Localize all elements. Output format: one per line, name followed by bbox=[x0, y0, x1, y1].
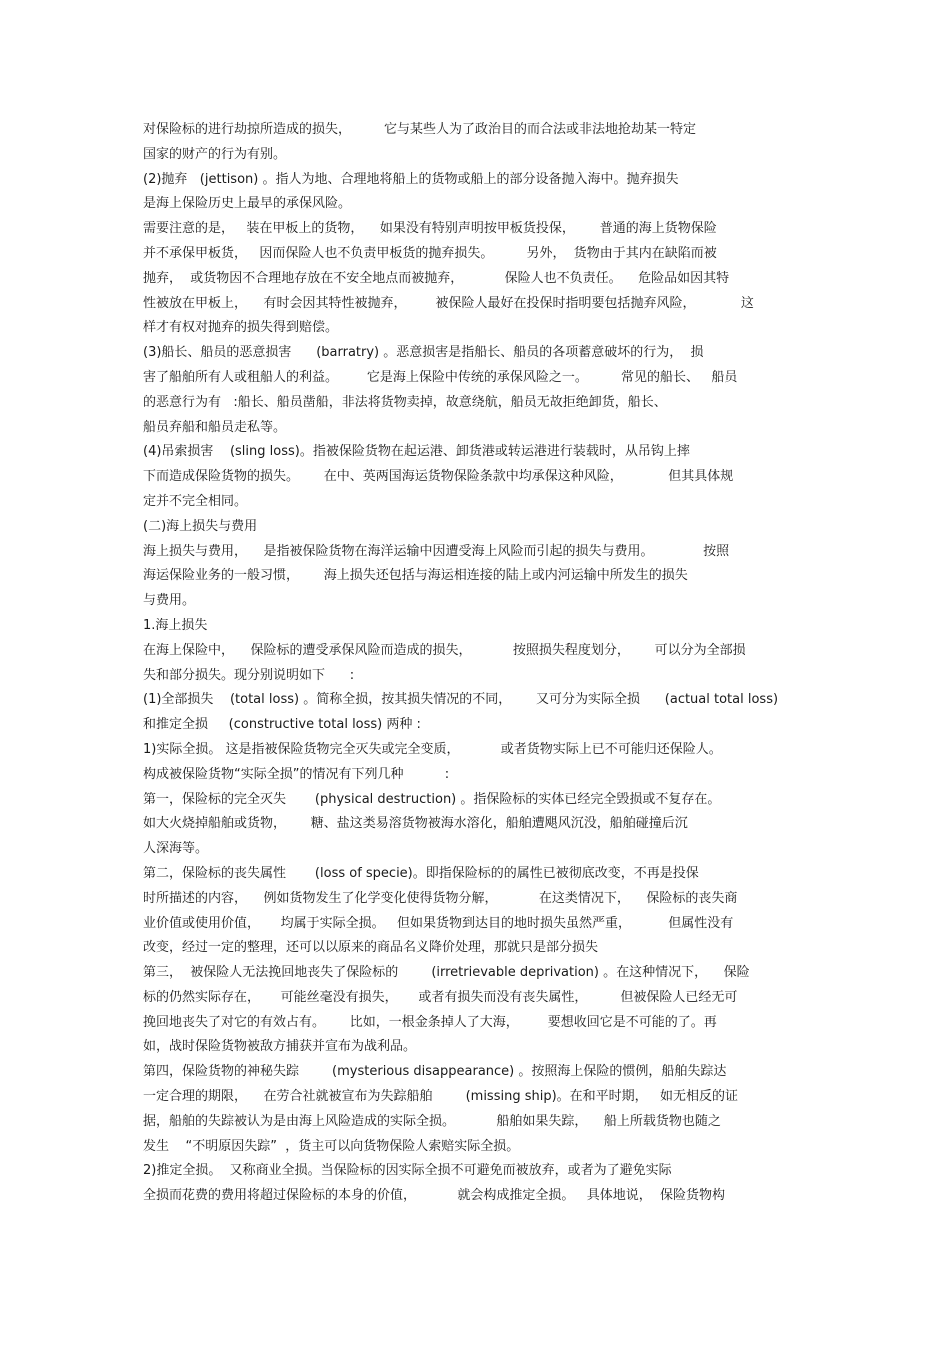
text-line: 发生 “不明原因失踪” ，货主可以向货物保险人索赔实际全损。 bbox=[143, 1138, 520, 1154]
section-heading: (二)海上损失与费用 bbox=[143, 518, 258, 534]
text-line: 害了船舶所有人或租船人的利益。 它是海上保险中传统的承保风险之一。 常见的船长、 船员 bbox=[143, 369, 738, 385]
text-line: (2)抛弃 (jettison) 。指人为地、合理地将船上的货物或船上的部分设备抛入海中。抛弃损失 bbox=[143, 171, 679, 187]
text-line: 失和部分损失。现分别说明如下 : bbox=[143, 667, 355, 683]
text-line: 构成被保险货物“实际全损”的情况有下列几种 : bbox=[143, 766, 450, 782]
text-line: 标的仍然实际存在， 可能丝毫没有损失， 或者有损失而没有丧失属性， 但被保险人已经无可 bbox=[143, 989, 738, 1005]
text-line: 船员弃船和船员走私等。 bbox=[143, 419, 287, 435]
text-line: 人深海等。 bbox=[143, 841, 209, 857]
text-line: 样才有权对抛弃的损失得到赔偿。 bbox=[143, 320, 339, 336]
text-line: 对保险标的进行劫掠所造成的损失， 它与某些人为了政治目的而合法或非法地抢劫某一特定 bbox=[143, 122, 697, 137]
text-line: 抛弃， 或货物因不合理地存放在不安全地点而被抛弃， 保险人也不负责任。 危险品如因其特 bbox=[143, 270, 730, 286]
subsection-heading: 1.海上损失 bbox=[143, 617, 208, 633]
text-line: (1)全部损失 (total loss) 。简称全损，按其损失情况的不同， 又可分为实际全损 (actual total loss) bbox=[143, 692, 779, 708]
document-body bbox=[143, 118, 813, 1209]
text-line: 如，战时保险货物被敌方捕获并宣布为战利品。 bbox=[143, 1039, 417, 1055]
text-line: 一定合理的期限， 在劳合社就被宣布为失踪船舶 (missing ship)。在和平时期， 如无相反的证 bbox=[143, 1089, 739, 1105]
text-line: 据，船舶的失踪被认为是由海上风险造成的实际全损。 船舶如果失踪， 船上所载货物也随之 bbox=[143, 1113, 721, 1129]
text-line: 1)实际全损。 这是指被保险货物完全灭失或完全变质， 或者货物实际上已不可能归还保险人。 bbox=[143, 741, 722, 757]
text-line: 时所描述的内容， 例如货物发生了化学变化使得货物分解， 在这类情况下， 保险标的丧失商 bbox=[143, 890, 738, 906]
text-line: 需要注意的是， 装在甲板上的货物， 如果没有特别声明按甲板货投保， 普通的海上货物保险 bbox=[143, 221, 717, 237]
text-line: 第三， 被保险人无法挽回地丧失了保险标的 (irretrievable deprivation) 。在这种情况下， 保险 bbox=[143, 965, 750, 981]
text-line: 并不承保甲板货， 因而保险人也不负责甲板货的抛弃损失。 另外， 货物由于其内在缺陷而被 bbox=[143, 245, 717, 261]
text-line: 2)推定全损。 又称商业全损。当保险标的因实际全损不可避免而被放弃，或者为了避免实际 bbox=[143, 1163, 672, 1179]
text-line: 海上损失与费用， 是指被保险货物在海洋运输中因遭受海上风险而引起的损失与费用。 按照 bbox=[143, 543, 730, 559]
text-line: (3)船长、船员的恶意损害 (barratry) 。恶意损害是指船长、船员的各项蓄意破坏的行为， 损 bbox=[143, 345, 704, 361]
text-line: 的恶意行为有 :船长、船员凿船，非法将货物卖掉，故意绕航，船员无故拒绝卸货，船长、 bbox=[143, 394, 667, 410]
text-line: 定并不完全相同。 bbox=[143, 493, 248, 509]
text-line: 国家的财产的行为有别。 bbox=[143, 146, 287, 162]
text-line: 业价值或使用价值， 均属于实际全损。 但如果货物到达目的地时损失虽然严重， 但属性没有 bbox=[143, 915, 734, 931]
text-line: 下而造成保险货物的损失。 在中、英两国海运货物保险条款中均承保这种风险， 但其具体规 bbox=[143, 469, 734, 485]
text-line: 挽回地丧失了对它的有效占有。 比如，一根金条掉人了大海， 要想收回它是不可能的了。再 bbox=[143, 1014, 717, 1030]
text-line: 是海上保险历史上最早的承保风险。 bbox=[143, 196, 352, 212]
text-line: 与费用。 bbox=[143, 593, 196, 609]
text-line: 如大火烧掉船舶或货物， 糖、盐这类易溶货物被海水溶化，船舶遭飓风沉没，船舶碰撞后沉 bbox=[143, 816, 688, 832]
text-line: 海运保险业务的一般习惯， 海上损失还包括与海运相连接的陆上或内河运输中所发生的损失 bbox=[143, 568, 688, 584]
text-line: 和推定全损 (constructive total loss) 两种 : bbox=[143, 717, 421, 733]
text-line: 在海上保险中， 保险标的遭受承保风险而造成的损失， 按照损失程度划分， 可以分为全部损 bbox=[143, 642, 746, 658]
text-line: 性被放在甲板上， 有时会因其特性被抛弃， 被保险人最好在投保时指明要包括抛弃风险， 这 bbox=[143, 295, 754, 311]
text-line: 第二，保险标的丧失属性 (loss of specie)。即指保险标的的属性已被彻底改变，不再是投保 bbox=[143, 865, 699, 881]
text-line: (4)吊索损害 (sling loss)。指被保险货物在起运港、卸货港或转运港进行装载时，从吊钩上摔 bbox=[143, 444, 690, 460]
text-line: 改变，经过一定的整理，还可以以原来的商品名义降价处理，那就只是部分损失 bbox=[143, 940, 599, 956]
text-line: 全损而花费的费用将超过保险标的本身的价值， 就会构成推定全损。 具体地说， 保险货物构 bbox=[143, 1188, 725, 1204]
text-line: 第一，保险标的完全灭失 (physical destruction) 。指保险标的实体已经完全毁损或不复存在。 bbox=[143, 791, 721, 807]
text-line: 第四，保险货物的神秘失踪 (mysterious disappearance) 。按照海上保险的惯例，船舶失踪达 bbox=[143, 1064, 727, 1080]
